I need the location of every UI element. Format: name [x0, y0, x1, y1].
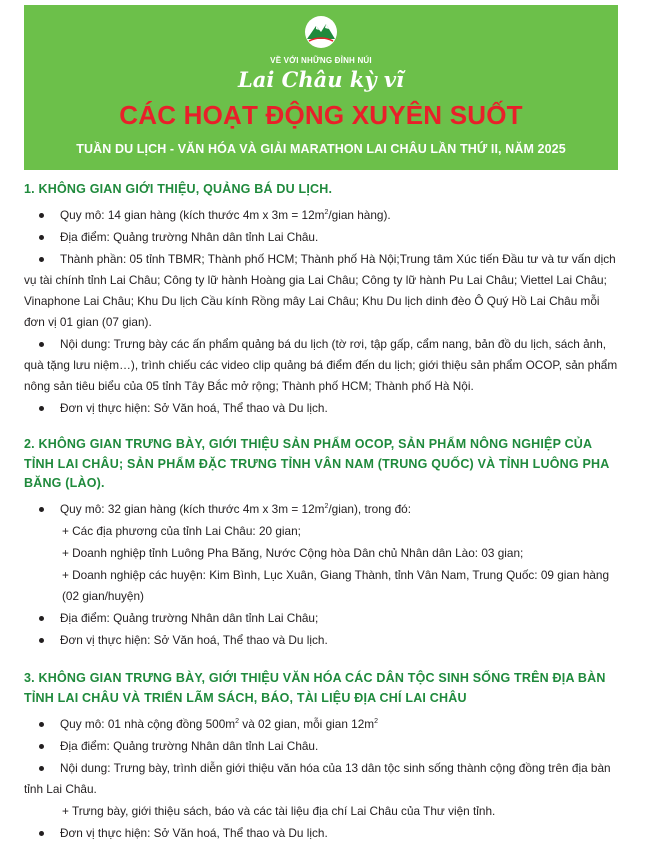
bullet-icon: [39, 235, 44, 240]
bullet-icon: [39, 831, 44, 836]
bullet-icon: [39, 342, 44, 347]
list-item: Đơn vị thực hiện: Sở Văn hoá, Thể thao và Du lịch.: [24, 398, 622, 419]
sub-item: + Doanh nghiệp tỉnh Luông Pha Băng, Nước Cộng hòa Dân chủ Nhân dân Lào: 03 gian;: [62, 545, 524, 560]
lai-chau-logo: [24, 15, 618, 92]
bullet-icon: [39, 766, 44, 771]
bullet-icon: [39, 638, 44, 643]
bullet-icon: [39, 406, 44, 411]
list-item: Địa điểm: Quảng trường Nhân dân tỉnh Lai Châu.: [24, 227, 622, 248]
sub-item: + Các địa phương của tỉnh Lai Châu: 20 gian;: [62, 523, 301, 538]
bullet-icon: [39, 722, 44, 727]
list-item: Nội dung: Trưng bày các ấn phẩm quảng bá du lịch (tờ rơi, tập gấp, cẩm nang, bản đồ du lịch, sách ảnh, quà tặng lưu niệm…), trình chiếu các video clip quảng bá điểm đến du lịch; giới thiệu sản phẩm OCOP, sản phẩm nông sản tiêu biểu của 05 tỉnh Tây Bắc mở rộng; Thành phố HCM; Thành phố Hà Nội.: [24, 337, 618, 393]
page-title: CÁC HOẠT ĐỘNG XUYÊN SUỐT: [119, 100, 523, 130]
list-item: Thành phần: 05 tỉnh TBMR; Thành phố HCM; Thành phố Hà Nội;Trung tâm Xúc tiến Đầu tư và tư vấn dịch vụ tài chính tỉnh Lai Châu; Công ty lữ hành Hoàng gia Lai Châu; Công ty lữ hành Pu Lai Châu; Viettel Lai Châu; Vinaphone Lai Châu; Khu Du lịch Cầu kính Rồng mây Lai Châu; Khu Du lịch dinh đèo Ô Quý Hồ Lai Châu mỗi đơn vị 01 gian (07 gian).: [24, 252, 616, 329]
list-item: Quy mô: 14 gian hàng (kích thước 4m x $3m = 12m^2$/gian hàng).: [24, 205, 622, 226]
logo-name: Lai Châu kỳ vĩ: [237, 67, 405, 92]
list-item: Đơn vị thực hiện: Sở Văn hoá, Thể thao và Du lịch.: [24, 823, 622, 844]
section-heading-1: 1. KHÔNG GIAN GIỚI THIỆU, QUẢNG BÁ DU LỊCH.: [24, 182, 333, 196]
list-item: Địa điểm: Quảng trường Nhân dân tỉnh Lai Châu;: [24, 608, 622, 629]
bullet-icon: [39, 257, 44, 262]
section-2-list: [24, 499, 622, 520]
bullet-icon: [39, 507, 44, 512]
bullet-icon: [39, 213, 44, 218]
mountain-logo-icon: [303, 15, 339, 49]
list-item: Quy mô: 32 gian hàng (kích thước 4m x $3m = 12m^2/gian$), trong đó:: [24, 499, 622, 520]
section-heading-3: 3. KHÔNG GIAN TRƯNG BÀY, GIỚI THIỆU VĂN HÓA CÁC DÂN TỘC SINH SỐNG TRÊN ĐỊA BÀN TỈNH LAI CHÂU VÀ TRIỂN LÃM SÁCH, BÁO, TÀI LIỆU ĐỊA CHÍ LAI CHÂU: [24, 670, 606, 705]
sub-item: + Trưng bày, giới thiệu sách, báo và các tài liệu địa chí Lai Châu của Thư viện tỉnh.: [62, 803, 496, 818]
section-3-list-b: [24, 823, 622, 844]
section-heading-2: 2. KHÔNG GIAN TRƯNG BÀY, GIỚI THIỆU SẢN PHẨM OCOP, SẢN PHẨM NÔNG NGHIỆP CỦA TỈNH LAI CHÂU; SẢN PHẨM ĐẶC TRƯNG TỈNH VÂN NAM (TRUNG QUỐC) VÀ TỈNH LUÔNG PHA BĂNG (LÀO).: [24, 437, 609, 490]
section-3-list: [24, 714, 622, 800]
list-item: Địa điểm: Quảng trường Nhân dân tỉnh Lai Châu.: [24, 736, 622, 757]
page-subtitle: TUẦN DU LỊCH - VĂN HÓA VÀ GIẢI MARATHON LAI CHÂU LẦN THỨ II, NĂM 2025: [76, 142, 566, 156]
bullet-icon: [39, 616, 44, 621]
logo-tagline: VỀ VỚI NHỮNG ĐỈNH NÚI: [270, 56, 372, 65]
document-body: [24, 180, 622, 845]
list-item: Đơn vị thực hiện: Sở Văn hoá, Thể thao và Du lịch.: [24, 630, 622, 651]
header-banner: [24, 5, 618, 170]
bullet-icon: [39, 744, 44, 749]
sub-item: + Doanh nghiệp các huyện: Kim Bình, Lục Xuân, Giang Thành, tỉnh Vân Nam, Trung Quốc: 09 gian hàng (02 gian/huyện): [62, 567, 610, 603]
section-1-list: [24, 205, 622, 419]
section-2-list-b: [24, 608, 622, 651]
list-item: Quy mô: 01 nhà cộng đồng $500m^2$ và 02 gian, mỗi gian $12m^2$: [24, 714, 622, 735]
list-item: Nội dung: Trưng bày, trình diễn giới thiệu văn hóa của 13 dân tộc sinh sống thành cộng đồng trên địa bàn tỉnh Lai Châu.: [24, 760, 611, 796]
